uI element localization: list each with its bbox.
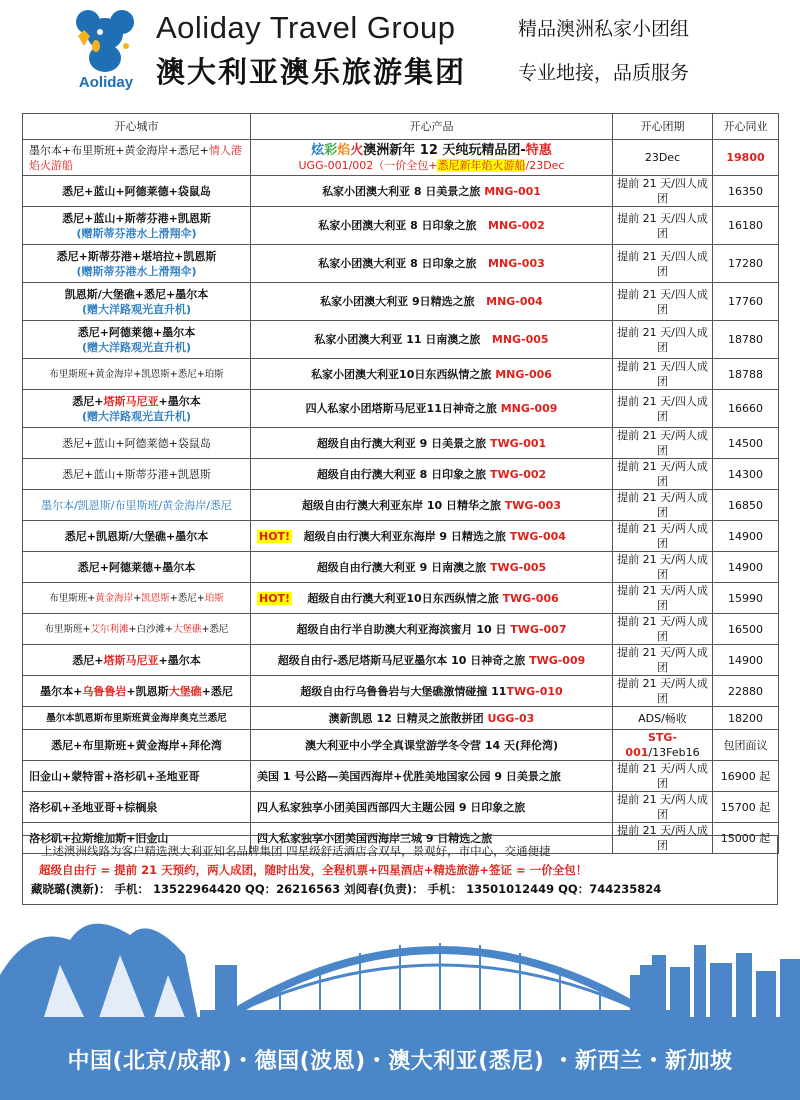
row-price: 14500 bbox=[713, 428, 779, 459]
sydney-skyline-illustration bbox=[0, 905, 800, 1030]
row-product: 四人私家独享小团美国西部四大主题公园 9 日印象之旅 bbox=[251, 792, 613, 823]
product-text: 超级自由行澳大利亚东岸 10 日精华之旅 bbox=[301, 498, 501, 512]
product-text: 超级自由行-悉尼塔斯马尼亚墨尔本 10 日神奇之旅 bbox=[277, 653, 526, 667]
info-line-freetravel: 超级自由行 = 提前 21 天预约，两人成团，随时出发，全程机票+四星酒店+精选旅游+签证 = 一价全包！ bbox=[39, 863, 588, 877]
product-code: TWG-009 bbox=[529, 653, 586, 667]
row-date: 提前 21 天/四人成团 bbox=[613, 359, 713, 390]
row-price: 14300 bbox=[713, 459, 779, 490]
koala-logo-icon bbox=[70, 6, 142, 76]
city-text: 悉尼+蓝山+斯蒂芬港+凯恩斯 bbox=[62, 211, 211, 225]
table-row[interactable] bbox=[23, 321, 779, 359]
product-text: 私家小团澳大利亚 9日精选之旅 bbox=[320, 295, 475, 308]
product-text: 私家小团澳大利亚 8 日印象之旅 bbox=[318, 257, 477, 270]
row-product bbox=[251, 359, 613, 390]
product-code: TWG-007 bbox=[510, 622, 567, 636]
row-price: 14900 bbox=[713, 552, 779, 583]
table-row[interactable] bbox=[23, 140, 779, 176]
product-text: 澳新凯恩 12 日精灵之旅散拼团 bbox=[328, 711, 484, 725]
header-price: 开心同业 bbox=[713, 114, 779, 140]
row-product bbox=[251, 645, 613, 676]
hot-badge: HOT! bbox=[259, 529, 291, 543]
city-text: 布里斯班+ bbox=[49, 592, 96, 604]
city-note: (赠大洋路观光直升机) bbox=[81, 340, 192, 354]
city-text: +墨尔本 bbox=[158, 394, 201, 408]
row-city: 悉尼+布里斯班+黄金海岸+拜伦湾 bbox=[23, 730, 251, 761]
product-text: 私家小团澳大利亚 8 日印象之旅 bbox=[318, 219, 477, 232]
row-product bbox=[251, 583, 613, 614]
row-price: 15990 bbox=[713, 583, 779, 614]
table-row[interactable] bbox=[23, 521, 779, 552]
date-code: STG-001 bbox=[625, 731, 678, 759]
product-text: 超级自由行澳大利亚 9 日美景之旅 bbox=[316, 436, 487, 450]
row-city: 悉尼+蓝山+阿德莱德+袋鼠岛 bbox=[23, 176, 251, 207]
title-special: 特惠 bbox=[525, 142, 552, 158]
title-char: 火 bbox=[350, 142, 364, 158]
row-date: 提前 21 天/四人成团 bbox=[613, 283, 713, 321]
row-date: 23Dec bbox=[613, 140, 713, 176]
product-text: 私家小团澳大利亚 8 日美景之旅 bbox=[322, 184, 481, 198]
row-city bbox=[23, 645, 251, 676]
city-highlight: 大堡礁 bbox=[172, 623, 202, 635]
row-price: 包团面议 bbox=[713, 730, 779, 761]
product-text: 超级自由行半自助澳大利亚海滨蜜月 10 日 bbox=[296, 622, 507, 636]
product-text: 超级自由行澳大利亚 8 日印象之旅 bbox=[316, 467, 487, 481]
footer-locations: 中国(北京/成都)・德国(波恩)・澳大利亚(悉尼) ・新西兰・新加坡 bbox=[67, 1049, 733, 1074]
city-note: (赠斯蒂芬港水上滑翔伞) bbox=[76, 226, 197, 240]
info-line-contacts: 藏晓璐(澳新)： 手机： 13522964420 QQ：26216563 刘阅春(负责)： 手机： 13501012449 QQ：744235824 bbox=[31, 882, 662, 896]
product-code: MNG-005 bbox=[491, 333, 549, 346]
company-name-en: Aoliday Travel Group bbox=[156, 10, 456, 45]
city-text: +白沙滩+ bbox=[128, 623, 173, 635]
product-code: TWG-003 bbox=[504, 498, 561, 512]
row-city: 布里斯班+黄金海岸+凯恩斯+悉尼+珀斯 bbox=[23, 359, 251, 390]
city-highlight: 大堡礁 bbox=[168, 684, 202, 698]
info-box bbox=[22, 835, 778, 905]
table-row[interactable] bbox=[23, 552, 779, 583]
row-city bbox=[23, 676, 251, 707]
city-text: +悉尼 bbox=[201, 623, 229, 635]
slogan-line-2: 专业地接，品质服务 bbox=[518, 62, 690, 84]
city-highlight: 情人港焰火游船 bbox=[29, 143, 242, 172]
row-price: 19800 bbox=[713, 140, 779, 176]
table-row[interactable] bbox=[23, 676, 779, 707]
row-product: 四人私家独享小团美国西海岸三城 9 日精选之旅 bbox=[251, 823, 613, 854]
table-row[interactable] bbox=[23, 359, 779, 390]
row-product bbox=[251, 140, 613, 176]
row-date: 提前 21 天/两人成团 bbox=[613, 645, 713, 676]
table-row[interactable] bbox=[23, 792, 779, 823]
row-product bbox=[251, 490, 613, 521]
row-city: 墨尔本/凯恩斯/布里斯班/黄金海岸/悉尼 bbox=[23, 490, 251, 521]
row-date: 提前 21 天/两人成团 bbox=[613, 614, 713, 645]
city-note: (赠大洋路观光直升机) bbox=[81, 302, 192, 316]
product-text: 超级自由行澳大利亚东海岸 9 日精选之旅 bbox=[303, 529, 506, 543]
table-header-row bbox=[23, 114, 779, 140]
row-product bbox=[251, 428, 613, 459]
city-note: (赠斯蒂芬港水上滑翔伞) bbox=[76, 264, 197, 278]
row-date: 提前 21 天/两人成团 bbox=[613, 521, 713, 552]
row-price: 18780 bbox=[713, 321, 779, 359]
title-text: 澳洲新年 12 天纯玩精品团- bbox=[363, 142, 526, 158]
city-text: +墨尔本 bbox=[158, 653, 201, 667]
row-city bbox=[23, 390, 251, 428]
product-code: TWG-010 bbox=[506, 684, 563, 698]
row-city bbox=[23, 283, 251, 321]
table-row[interactable] bbox=[23, 761, 779, 792]
row-price: 18200 bbox=[713, 707, 779, 730]
row-price: 16660 bbox=[713, 390, 779, 428]
city-highlight: 凯恩斯 bbox=[141, 592, 170, 604]
row-product bbox=[251, 552, 613, 583]
product-code: MNG-006 bbox=[495, 367, 552, 381]
date-text: /13Feb16 bbox=[648, 746, 700, 759]
row-product bbox=[251, 459, 613, 490]
row-city bbox=[23, 614, 251, 645]
city-text: + bbox=[133, 592, 142, 604]
row-product bbox=[251, 614, 613, 645]
city-text: 墨尔本+布里斯班+黄金海岸+悉尼+ bbox=[29, 143, 209, 157]
title-char: 彩 bbox=[324, 142, 338, 158]
row-product bbox=[251, 521, 613, 552]
table-row[interactable] bbox=[23, 390, 779, 428]
row-date: 提前 21 天/四人成团 bbox=[613, 245, 713, 283]
row-price: 15700 起 bbox=[713, 792, 779, 823]
row-product bbox=[251, 207, 613, 245]
title-char: 炫 bbox=[311, 142, 325, 158]
row-date: 提前 21 天/两人成团 bbox=[613, 428, 713, 459]
city-highlight: 艾尔利滩 bbox=[90, 623, 129, 635]
tour-table-wrap bbox=[22, 113, 778, 854]
row-city bbox=[23, 321, 251, 359]
city-highlight: 塔斯马尼亚 bbox=[103, 653, 159, 667]
city-highlight: 黄金海岸 bbox=[95, 592, 134, 604]
row-date: 提前 21 天/两人成团 bbox=[613, 583, 713, 614]
header-date: 开心团期 bbox=[613, 114, 713, 140]
city-highlight: 乌鲁鲁岩 bbox=[82, 684, 127, 698]
row-city: 悉尼+凯恩斯/大堡礁+墨尔本 bbox=[23, 521, 251, 552]
product-text: 私家小团澳大利亚10日东西纵情之旅 bbox=[311, 367, 492, 381]
product-code: MNG-009 bbox=[500, 402, 558, 415]
row-product: 美国 1 号公路—美国西海岸+优胜美地国家公园 9 日美景之旅 bbox=[251, 761, 613, 792]
row-city: 悉尼+阿德莱德+墨尔本 bbox=[23, 552, 251, 583]
table-row[interactable] bbox=[23, 245, 779, 283]
hot-badge: HOT! bbox=[259, 591, 291, 605]
row-city: 旧金山+蒙特雷+洛杉矶+圣地亚哥 bbox=[23, 761, 251, 792]
table-row[interactable] bbox=[23, 583, 779, 614]
city-text: +凯恩斯 bbox=[126, 684, 169, 698]
product-code: MNG-004 bbox=[486, 295, 543, 308]
product-text: 私家小团澳大利亚 11 日南澳之旅 bbox=[314, 333, 481, 346]
table-row[interactable] bbox=[23, 207, 779, 245]
tour-table bbox=[22, 113, 779, 854]
row-date: 提前 21 天/两人成团 bbox=[613, 792, 713, 823]
aoliday-logo bbox=[64, 6, 148, 92]
row-product bbox=[251, 176, 613, 207]
city-text: 悉尼+斯蒂芬港+堪培拉+凯恩斯 bbox=[56, 249, 217, 263]
row-price: 16900 起 bbox=[713, 761, 779, 792]
product-text: 超级自由行澳大利亚 9 日南澳之旅 bbox=[316, 560, 487, 574]
city-text: 悉尼+ bbox=[72, 394, 104, 408]
row-city: 墨尔本凯恩斯布里斯班黄金海岸奥克兰悉尼 bbox=[23, 707, 251, 730]
row-date: 提前 21 天/四人成团 bbox=[613, 321, 713, 359]
row-date: 提前 21 天/四人成团 bbox=[613, 207, 713, 245]
row-date bbox=[613, 730, 713, 761]
product-date-text: /23Dec bbox=[525, 158, 565, 172]
row-city bbox=[23, 140, 251, 176]
table-row[interactable] bbox=[23, 645, 779, 676]
row-date: 提前 21 天/两人成团 bbox=[613, 761, 713, 792]
product-code: MNG-002 bbox=[488, 219, 545, 232]
row-price: 17280 bbox=[713, 245, 779, 283]
row-date: 提前 21 天/两人成团 bbox=[613, 490, 713, 521]
table-row[interactable] bbox=[23, 283, 779, 321]
row-city: 悉尼+蓝山+阿德莱德+袋鼠岛 bbox=[23, 428, 251, 459]
product-code: UGG-03 bbox=[487, 711, 535, 725]
row-city bbox=[23, 207, 251, 245]
logo-wordmark: Aoliday bbox=[78, 74, 134, 91]
table-row[interactable] bbox=[23, 428, 779, 459]
row-city: 洛杉矶+拉斯维加斯+旧金山 bbox=[23, 823, 251, 854]
city-note: (赠大洋路观光直升机) bbox=[81, 409, 192, 423]
row-price: 17760 bbox=[713, 283, 779, 321]
table-row[interactable] bbox=[23, 459, 779, 490]
row-price: 16180 bbox=[713, 207, 779, 245]
header-product: 开心产品 bbox=[251, 114, 613, 140]
table-row[interactable] bbox=[23, 490, 779, 521]
city-text: +悉尼 bbox=[201, 684, 233, 698]
city-text: +悉尼+ bbox=[169, 592, 205, 604]
product-text: 四人私家小团塔斯马尼亚11日神奇之旅 bbox=[305, 402, 497, 415]
row-product bbox=[251, 390, 613, 428]
product-code: TWG-005 bbox=[489, 560, 547, 574]
table-row[interactable] bbox=[23, 614, 779, 645]
product-code: MNG-003 bbox=[488, 257, 545, 270]
product-text: 超级自由行乌鲁鲁岩与大堡礁激情碰撞 11 bbox=[300, 684, 507, 698]
row-price: 16500 bbox=[713, 614, 779, 645]
row-product bbox=[251, 283, 613, 321]
row-product bbox=[251, 707, 613, 730]
row-price: 16850 bbox=[713, 490, 779, 521]
product-code: MNG-001 bbox=[484, 184, 541, 198]
product-code: TWG-002 bbox=[489, 467, 547, 481]
row-price: 14900 bbox=[713, 521, 779, 552]
row-price: 22880 bbox=[713, 676, 779, 707]
row-date: 提前 21 天/两人成团 bbox=[613, 823, 713, 854]
row-price: 16350 bbox=[713, 176, 779, 207]
row-price: 14900 bbox=[713, 645, 779, 676]
row-date: 提前 21 天/四人成团 bbox=[613, 390, 713, 428]
company-name-cn: 澳大利亚澳乐旅游集团 bbox=[156, 55, 467, 89]
info-line-hotels: 上述澳洲线路为客户精选澳大利亚知名品牌集团 四星级舒适酒店含双早，景观好，市中心，交通便捷 bbox=[41, 844, 551, 858]
product-code-text: UGG-001/002（一价全包+ bbox=[298, 158, 438, 172]
row-date: 提前 21 天/两人成团 bbox=[613, 676, 713, 707]
row-city bbox=[23, 245, 251, 283]
city-highlight: 塔斯马尼亚 bbox=[103, 394, 159, 408]
title-char: 焰 bbox=[337, 142, 351, 158]
product-code: TWG-004 bbox=[509, 529, 566, 543]
row-product bbox=[251, 676, 613, 707]
row-date: 提前 21 天/四人成团 bbox=[613, 176, 713, 207]
row-date: 提前 21 天/两人成团 bbox=[613, 459, 713, 490]
table-row[interactable] bbox=[23, 176, 779, 207]
city-text: 布里斯班+ bbox=[44, 623, 91, 635]
table-row[interactable] bbox=[23, 730, 779, 761]
header-city: 开心城市 bbox=[23, 114, 251, 140]
row-date: 提前 21 天/两人成团 bbox=[613, 552, 713, 583]
slogan-line-1: 精品澳洲私家小团组 bbox=[518, 18, 690, 40]
product-text: 超级自由行澳大利亚10日东西纵情之旅 bbox=[307, 591, 499, 605]
city-highlight: 珀斯 bbox=[204, 592, 224, 604]
product-code: TWG-001 bbox=[489, 436, 547, 450]
row-price: 15000 起 bbox=[713, 823, 779, 854]
row-date: ADS/畅收 bbox=[613, 707, 713, 730]
row-city bbox=[23, 583, 251, 614]
city-text: 悉尼+阿德莱德+墨尔本 bbox=[77, 325, 196, 339]
row-product bbox=[251, 321, 613, 359]
row-product: 澳大利亚中小学全真课堂游学冬令营 14 天(拜伦湾) bbox=[251, 730, 613, 761]
row-city: 洛杉矶+圣地亚哥+棕榈泉 bbox=[23, 792, 251, 823]
product-highlight: 悉尼新年焰火游船 bbox=[437, 158, 526, 172]
row-product bbox=[251, 245, 613, 283]
page-header bbox=[0, 0, 800, 100]
city-text: 墨尔本+ bbox=[40, 684, 83, 698]
table-row[interactable] bbox=[23, 707, 779, 730]
city-text: 悉尼+ bbox=[72, 653, 104, 667]
row-city: 悉尼+蓝山+斯蒂芬港+凯恩斯 bbox=[23, 459, 251, 490]
product-code: TWG-006 bbox=[502, 591, 559, 605]
city-text: 凯恩斯/大堡礁+悉尼+墨尔本 bbox=[64, 287, 209, 301]
row-price: 18788 bbox=[713, 359, 779, 390]
